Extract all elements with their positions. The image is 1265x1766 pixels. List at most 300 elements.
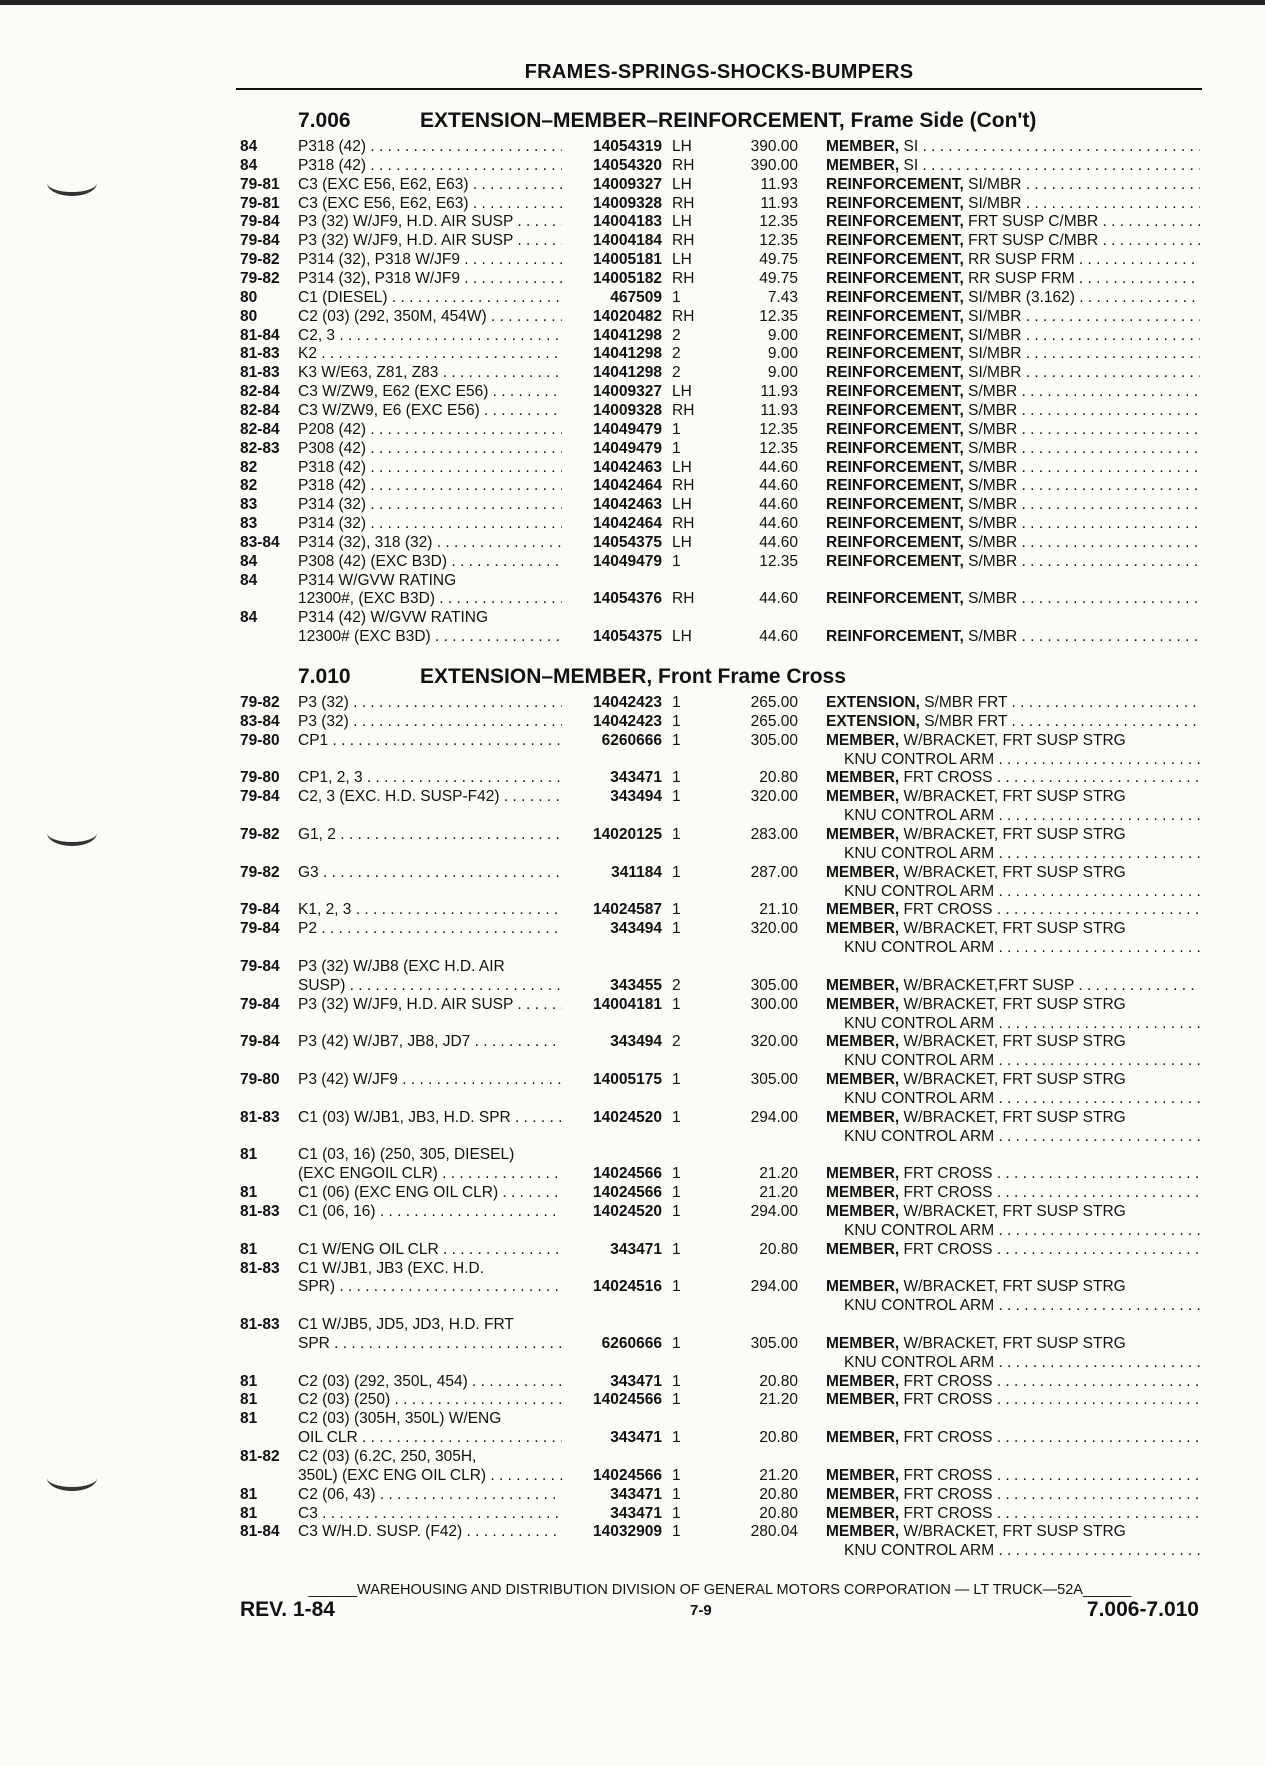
part-number: 14009327 <box>593 175 662 193</box>
model-application: P3 (32) . . . <box>298 712 562 731</box>
quantity: 2 <box>672 364 681 382</box>
price: 280.04 <box>750 1523 798 1541</box>
part-number: 6260666 <box>601 731 662 749</box>
quantity: 2 <box>672 345 681 363</box>
model-application: P3 (42) W/JF9 . . . <box>298 1070 562 1089</box>
part-description: MEMBER, W/BRACKET, FRT SUSP STRG <box>826 1033 1126 1051</box>
part-row-continuation <box>240 1296 1200 1315</box>
section-title: EXTENSION–MEMBER–REINFORCEMENT, Frame Side (Con't) <box>420 109 1037 132</box>
part-row <box>240 1409 1200 1428</box>
part-number: 343471 <box>610 1504 662 1522</box>
price: 44.60 <box>759 590 798 608</box>
part-number: 14049479 <box>593 420 662 438</box>
part-description: MEMBER, FRT CROSS . . . <box>826 1164 1200 1183</box>
part-number: 14024566 <box>593 1466 662 1484</box>
section-title: EXTENSION–MEMBER, Front Frame Cross <box>420 665 846 688</box>
quantity: 1 <box>672 694 681 711</box>
model-years: 79-80 <box>240 769 280 787</box>
part-description: MEMBER, W/BRACKET, FRT SUSP STRG <box>826 863 1126 881</box>
price: 44.60 <box>759 458 798 476</box>
model-application: C2, 3 . . . <box>298 326 562 345</box>
model-application: P318 (42) . . . <box>298 476 562 495</box>
part-row <box>240 608 1200 627</box>
part-description: REINFORCEMENT, S/MBR . . . <box>826 382 1200 401</box>
model-application: P314 (32), P318 W/JF9 . . . <box>298 269 562 288</box>
price: 21.20 <box>759 1466 798 1484</box>
quantity: 1 <box>672 1071 681 1088</box>
model-application: C2 (03) (250) . . . <box>298 1390 562 1409</box>
part-description: REINFORCEMENT, SI/MBR (3.162) . . . <box>826 288 1200 307</box>
model-application: 12300# (EXC B3D) . . . <box>298 627 562 646</box>
quantity: 1 <box>672 1278 681 1296</box>
part-description: MEMBER, FRT CROSS . . . <box>826 900 1200 919</box>
part-description: MEMBER, W/BRACKET, FRT SUSP STRG <box>826 1278 1126 1296</box>
part-row-continuation <box>240 1353 1200 1372</box>
part-number: 14005175 <box>593 1071 662 1088</box>
footer-page-number: 7-9 <box>690 1602 712 1619</box>
model-application: P314 (32) . . . <box>298 495 562 514</box>
part-number: 14054376 <box>593 590 662 608</box>
part-row <box>240 1259 1200 1278</box>
model-years: 81-83 <box>240 345 280 363</box>
part-row-continuation <box>240 1127 1200 1146</box>
model-application: OIL CLR . . . <box>298 1428 562 1447</box>
part-number: 343471 <box>610 769 662 787</box>
part-description: REINFORCEMENT, SI/MBR . . . <box>826 307 1200 326</box>
price: 44.60 <box>759 628 798 646</box>
model-years: 81 <box>240 1504 258 1522</box>
part-row <box>240 326 1200 345</box>
part-row <box>240 175 1200 194</box>
part-number: 14004184 <box>593 232 662 250</box>
part-number: 14020125 <box>593 826 662 843</box>
model-years: 82-84 <box>240 420 280 438</box>
part-description: MEMBER, FRT CROSS . . . <box>826 1466 1200 1485</box>
quantity: 1 <box>672 1466 681 1484</box>
model-application: P314 W/GVW RATING <box>298 571 457 589</box>
part-row-continuation <box>240 844 1200 863</box>
part-row <box>240 1334 1200 1353</box>
part-number: 343494 <box>610 1033 662 1051</box>
part-description-continued: KNU CONTROL ARM . . . <box>844 1089 1200 1108</box>
model-years: 81 <box>240 1240 258 1258</box>
part-row <box>240 1428 1200 1447</box>
part-description: MEMBER, W/BRACKET, FRT SUSP STRG <box>826 1071 1126 1088</box>
quantity: 1 <box>672 439 681 457</box>
quantity: 1 <box>672 1334 681 1352</box>
part-row <box>240 269 1200 288</box>
model-application: 12300#, (EXC B3D) . . . <box>298 589 562 608</box>
model-years: 79-81 <box>240 175 280 193</box>
quantity: 1 <box>672 1108 681 1126</box>
model-years: 81 <box>240 1372 258 1390</box>
quantity: 1 <box>672 1485 681 1503</box>
part-row-continuation <box>240 806 1200 825</box>
model-application: P308 (42) . . . <box>298 439 562 458</box>
part-description: REINFORCEMENT, S/MBR . . . <box>826 495 1200 514</box>
part-row <box>240 919 1200 938</box>
model-years: 79-84 <box>240 788 280 806</box>
quantity: RH <box>672 156 695 174</box>
part-description: MEMBER, FRT CROSS . . . <box>826 1183 1200 1202</box>
price: 320.00 <box>750 788 798 806</box>
part-number: 343494 <box>610 920 662 938</box>
part-number: 14005181 <box>593 251 662 269</box>
model-application: C1 (06) (EXC ENG OIL CLR) . . . <box>298 1183 562 1202</box>
part-number: 343471 <box>610 1240 662 1258</box>
part-description: REINFORCEMENT, S/MBR . . . <box>826 589 1200 608</box>
binder-hole-mark <box>47 170 97 196</box>
quantity: RH <box>672 515 695 532</box>
price: 49.75 <box>759 251 798 269</box>
part-row <box>240 1372 1200 1391</box>
part-number: 14020482 <box>593 307 662 325</box>
model-application: P314 (32), P318 W/JF9 . . . <box>298 250 562 269</box>
model-application: SPR . . . <box>298 1334 562 1353</box>
part-number: 14054320 <box>593 156 662 174</box>
model-years: 79-80 <box>240 731 280 749</box>
part-description: REINFORCEMENT, SI/MBR . . . <box>826 344 1200 363</box>
quantity: 1 <box>672 995 681 1013</box>
model-application: C2 (03) (305H, 350L) W/ENG <box>298 1410 502 1428</box>
part-row <box>240 476 1200 495</box>
part-row-continuation <box>240 750 1200 769</box>
price: 21.20 <box>759 1184 798 1202</box>
footer-division-line: ______WAREHOUSING AND DISTRIBUTION DIVISION OF GENERAL MOTORS CORPORATION — LT TRUCK—52A______ <box>308 1582 1132 1598</box>
part-number: 14054375 <box>593 533 662 551</box>
part-description: REINFORCEMENT, SI/MBR . . . <box>826 326 1200 345</box>
section-heading <box>240 665 1200 689</box>
part-description: REINFORCEMENT, RR SUSP FRM . . . <box>826 250 1200 269</box>
price: 305.00 <box>750 731 798 749</box>
model-years: 81-84 <box>240 1523 280 1541</box>
part-row <box>240 1277 1200 1296</box>
model-application: P318 (42) . . . <box>298 137 562 156</box>
quantity: 1 <box>672 1504 681 1522</box>
part-row <box>240 768 1200 787</box>
model-years: 82-83 <box>240 439 280 457</box>
model-years: 79-80 <box>240 1071 280 1088</box>
model-years: 83 <box>240 496 258 514</box>
part-number: 14024520 <box>593 1202 662 1220</box>
model-years: 80 <box>240 288 258 306</box>
price: 20.80 <box>759 1429 798 1447</box>
quantity: 1 <box>672 731 681 749</box>
part-description-continued: KNU CONTROL ARM . . . <box>844 1221 1200 1240</box>
model-application: P318 (42) . . . <box>298 458 562 477</box>
part-row <box>240 439 1200 458</box>
model-years: 81-83 <box>240 1259 280 1277</box>
model-application: C3 (EXC E56, E62, E63) . . . <box>298 175 562 194</box>
part-row <box>240 976 1200 995</box>
quantity: 1 <box>672 788 681 806</box>
quantity: LH <box>672 496 692 514</box>
model-years: 79-82 <box>240 251 280 269</box>
model-years: 81-83 <box>240 364 280 382</box>
model-years: 83-84 <box>240 712 280 730</box>
model-years: 79-84 <box>240 213 280 231</box>
part-description: REINFORCEMENT, S/MBR . . . <box>826 476 1200 495</box>
part-description: REINFORCEMENT, S/MBR . . . <box>826 533 1200 552</box>
price: 11.93 <box>760 175 798 193</box>
footer-revision: REV. 1-84 <box>240 1598 335 1621</box>
part-row <box>240 156 1200 175</box>
part-description-continued: KNU CONTROL ARM . . . <box>844 1296 1200 1315</box>
model-application: C1 W/JB5, JD5, JD3, H.D. FRT <box>298 1316 514 1333</box>
model-years: 82-84 <box>240 383 280 401</box>
top-edge-rule <box>0 0 1265 5</box>
part-row <box>240 693 1200 712</box>
part-number: 14041298 <box>593 364 662 382</box>
quantity: RH <box>672 477 695 495</box>
part-row <box>240 401 1200 420</box>
part-number: 14005182 <box>593 269 662 287</box>
quantity: RH <box>672 194 695 212</box>
quantity: 1 <box>672 420 681 438</box>
part-row-continuation <box>240 938 1200 957</box>
quantity: 1 <box>672 1429 681 1447</box>
quantity: RH <box>672 401 695 419</box>
part-description: MEMBER, SI . . . <box>826 137 1200 156</box>
price: 12.35 <box>759 420 798 438</box>
quantity: 1 <box>672 826 681 843</box>
part-description: MEMBER, W/BRACKET, FRT SUSP STRG <box>826 788 1126 806</box>
price: 305.00 <box>750 976 798 994</box>
part-row <box>240 514 1200 533</box>
part-number: 14054319 <box>593 138 662 155</box>
part-row-continuation <box>240 1089 1200 1108</box>
part-number: 14024566 <box>593 1165 662 1183</box>
model-years: 84 <box>240 156 258 174</box>
quantity: 1 <box>672 769 681 787</box>
model-application: C1 (03) W/JB1, JB3, H.D. SPR . . . <box>298 1108 562 1127</box>
quantity: LH <box>672 383 692 401</box>
model-application: P314 (42) W/GVW RATING <box>298 609 489 627</box>
model-years: 81 <box>240 1391 258 1409</box>
price: 49.75 <box>759 269 798 287</box>
part-description-continued: KNU CONTROL ARM . . . <box>844 882 1200 901</box>
price: 12.35 <box>759 439 798 457</box>
quantity: LH <box>672 458 692 476</box>
model-application: P314 (32), 318 (32) . . . <box>298 533 562 552</box>
model-years: 84 <box>240 138 258 155</box>
part-row <box>240 194 1200 213</box>
model-application: P208 (42) . . . <box>298 420 562 439</box>
price: 12.35 <box>759 307 798 325</box>
part-number: 14009327 <box>593 383 662 401</box>
quantity: RH <box>672 307 695 325</box>
price: 390.00 <box>750 138 798 155</box>
model-application: P3 (32) W/JF9, H.D. AIR SUSP . . . <box>298 212 562 231</box>
model-years: 84 <box>240 552 258 570</box>
part-number: 14032909 <box>593 1523 662 1541</box>
model-application: CP1, 2, 3 . . . <box>298 768 562 787</box>
part-description: MEMBER, FRT CROSS . . . <box>826 1390 1200 1409</box>
model-years: 82 <box>240 477 258 495</box>
part-description: REINFORCEMENT, FRT SUSP C/MBR . . . <box>826 231 1200 250</box>
quantity: 2 <box>672 976 681 994</box>
part-number: 14004183 <box>593 213 662 231</box>
quantity: 1 <box>672 863 681 881</box>
model-application: P318 (42) . . . <box>298 156 562 175</box>
model-years: 81 <box>240 1184 258 1202</box>
part-number: 343471 <box>610 1372 662 1390</box>
part-description: REINFORCEMENT, SI/MBR . . . <box>826 194 1200 213</box>
model-years: 79-84 <box>240 920 280 938</box>
part-row <box>240 957 1200 976</box>
price: 44.60 <box>759 477 798 495</box>
footer-division-text: WAREHOUSING AND DISTRIBUTION DIVISION OF GENERAL MOTORS CORPORATION — LT TRUCK—52A <box>357 1582 1083 1598</box>
price: 11.93 <box>760 383 798 401</box>
model-application: C2 (06, 43) . . . <box>298 1485 562 1504</box>
part-row <box>240 995 1200 1014</box>
part-row <box>240 212 1200 231</box>
part-description: REINFORCEMENT, S/MBR . . . <box>826 627 1200 646</box>
part-number: 14042464 <box>593 477 662 495</box>
model-application: C3 . . . <box>298 1504 562 1523</box>
model-years: 81 <box>240 1485 258 1503</box>
price: 9.00 <box>767 326 798 344</box>
part-description: MEMBER, W/BRACKET, FRT SUSP STRG <box>826 1523 1126 1541</box>
part-description-continued: KNU CONTROL ARM . . . <box>844 750 1200 769</box>
quantity: 1 <box>672 1165 681 1183</box>
price: 294.00 <box>750 1202 798 1220</box>
quantity: 2 <box>672 326 681 344</box>
part-number: 467509 <box>610 288 662 306</box>
model-years: 84 <box>240 571 258 589</box>
part-row <box>240 1240 1200 1259</box>
model-years: 79-82 <box>240 694 280 711</box>
quantity: LH <box>672 213 692 231</box>
part-row <box>240 420 1200 439</box>
part-description: MEMBER, W/BRACKET, FRT SUSP STRG <box>826 1202 1126 1220</box>
part-row-continuation <box>240 1221 1200 1240</box>
model-application: K2 . . . <box>298 344 562 363</box>
price: 20.80 <box>759 1372 798 1390</box>
price: 21.20 <box>759 1165 798 1183</box>
price: 294.00 <box>750 1108 798 1126</box>
price: 305.00 <box>750 1334 798 1352</box>
model-years: 79-84 <box>240 901 280 919</box>
model-years: 79-84 <box>240 957 280 975</box>
price: 265.00 <box>750 694 798 711</box>
part-description: MEMBER, FRT CROSS . . . <box>826 1240 1200 1259</box>
part-number: 14004181 <box>593 995 662 1013</box>
part-row <box>240 137 1200 156</box>
part-number: 14024566 <box>593 1391 662 1409</box>
price: 20.80 <box>759 1240 798 1258</box>
model-application: SUSP) . . . <box>298 976 562 995</box>
quantity: LH <box>672 175 692 193</box>
part-row <box>240 1108 1200 1127</box>
price: 11.93 <box>760 194 798 212</box>
part-row <box>240 1447 1200 1466</box>
model-application: K3 W/E63, Z81, Z83 . . . <box>298 363 562 382</box>
model-years: 83 <box>240 515 258 532</box>
part-number: 14041298 <box>593 345 662 363</box>
part-description: EXTENSION, S/MBR FRT . . . <box>826 693 1200 712</box>
part-number: 14009328 <box>593 194 662 212</box>
quantity: 1 <box>672 1523 681 1541</box>
part-row <box>240 1522 1200 1541</box>
model-application: C2, 3 (EXC. H.D. SUSP-F42) . . . <box>298 787 562 806</box>
part-description: REINFORCEMENT, S/MBR . . . <box>826 420 1200 439</box>
part-description: REINFORCEMENT, RR SUSP FRM . . . <box>826 269 1200 288</box>
model-application: 350L) (EXC ENG OIL CLR) . . . <box>298 1466 562 1485</box>
part-description: MEMBER, FRT CROSS . . . <box>826 1428 1200 1447</box>
quantity: RH <box>672 269 695 287</box>
part-row-continuation <box>240 1541 1200 1560</box>
part-row <box>240 533 1200 552</box>
quantity: LH <box>672 628 692 646</box>
model-application: G3 . . . <box>298 863 562 882</box>
quantity: 1 <box>672 1202 681 1220</box>
price: 44.60 <box>759 496 798 514</box>
section-number: 7.006 <box>298 109 351 132</box>
part-row <box>240 382 1200 401</box>
part-description: MEMBER, W/BRACKET, FRT SUSP STRG <box>826 1334 1126 1352</box>
part-description: MEMBER, SI . . . <box>826 156 1200 175</box>
part-number: 341184 <box>611 863 662 881</box>
price: 44.60 <box>759 515 798 532</box>
quantity: RH <box>672 232 695 250</box>
part-row <box>240 344 1200 363</box>
part-row <box>240 231 1200 250</box>
model-years: 79-81 <box>240 194 280 212</box>
model-years: 81 <box>240 1146 258 1164</box>
model-application: C1 (DIESEL) . . . <box>298 288 562 307</box>
part-row <box>240 1504 1200 1523</box>
price: 390.00 <box>750 156 798 174</box>
quantity: 1 <box>672 1184 681 1202</box>
model-application: P3 (32) W/JF9, H.D. AIR SUSP . . . <box>298 231 562 250</box>
part-row <box>240 1466 1200 1485</box>
part-description: REINFORCEMENT, S/MBR . . . <box>826 458 1200 477</box>
part-description: MEMBER, W/BRACKET, FRT SUSP STRG <box>826 826 1126 843</box>
price: 9.00 <box>767 345 798 363</box>
price: 287.00 <box>750 863 798 881</box>
part-description: REINFORCEMENT, S/MBR . . . <box>826 439 1200 458</box>
model-years: 81-82 <box>240 1448 280 1465</box>
part-description-continued: KNU CONTROL ARM . . . <box>844 1127 1200 1146</box>
part-number: 343455 <box>610 976 662 994</box>
model-years: 81 <box>240 1410 258 1428</box>
part-row <box>240 712 1200 731</box>
part-number: 343471 <box>610 1429 662 1447</box>
part-number: 14024566 <box>593 1184 662 1202</box>
quantity: RH <box>672 590 695 608</box>
part-number: 14009328 <box>593 401 662 419</box>
part-row <box>240 900 1200 919</box>
model-application: C1 (06, 16) . . . <box>298 1202 562 1221</box>
model-application: C1 W/ENG OIL CLR . . . <box>298 1240 562 1259</box>
part-description-continued: KNU CONTROL ARM . . . <box>844 1051 1200 1070</box>
part-description: MEMBER, W/BRACKET,FRT SUSP . . . <box>826 976 1200 995</box>
quantity: 1 <box>672 552 681 570</box>
price: 12.35 <box>759 232 798 250</box>
model-application: CP1 . . . <box>298 731 562 750</box>
price: 265.00 <box>750 712 798 730</box>
quantity: LH <box>672 138 692 155</box>
binder-hole-mark <box>47 1465 97 1491</box>
price: 12.35 <box>759 213 798 231</box>
part-description: MEMBER, W/BRACKET, FRT SUSP STRG <box>826 1108 1126 1126</box>
part-row <box>240 731 1200 750</box>
price: 294.00 <box>750 1278 798 1296</box>
part-description-continued: KNU CONTROL ARM . . . <box>844 806 1200 825</box>
section-number: 7.010 <box>298 665 351 688</box>
quantity: LH <box>672 251 692 269</box>
